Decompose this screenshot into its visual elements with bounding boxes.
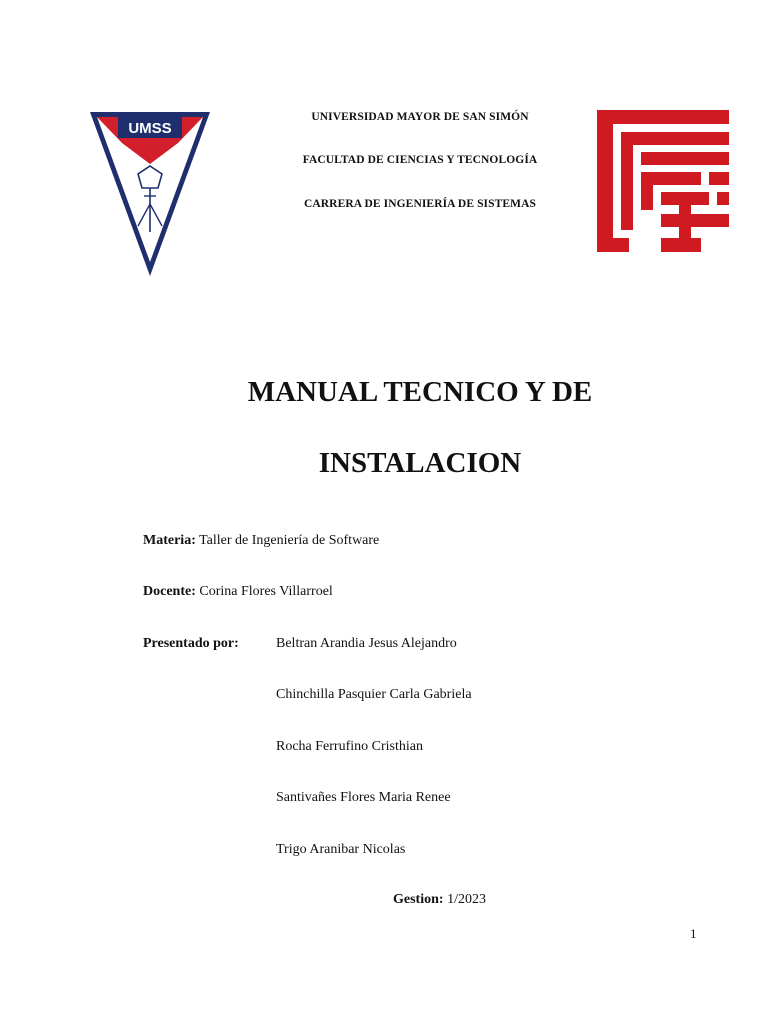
page-number: 1 bbox=[690, 926, 697, 941]
university-name: UNIVERSIDAD MAYOR DE SAN SIMÓN bbox=[311, 111, 529, 123]
fcyt-logo bbox=[597, 110, 729, 252]
umss-logo bbox=[88, 108, 212, 280]
author-2: Chinchilla Pasquier Carla Gabriela bbox=[276, 687, 472, 702]
subject-label: Materia: bbox=[143, 533, 196, 548]
presented-by-label: Presentado por: bbox=[143, 636, 239, 651]
gestion-label: Gestion: bbox=[393, 892, 444, 907]
author-3: Rocha Ferrufino Cristhian bbox=[276, 739, 423, 754]
author-4: Santivañes Flores Maria Renee bbox=[276, 790, 451, 805]
teacher-field bbox=[143, 584, 333, 600]
teacher-label: Docente: bbox=[143, 584, 196, 599]
umss-logo-text: UMSS bbox=[128, 120, 172, 137]
career-name: CARRERA DE INGENIERÍA DE SISTEMAS bbox=[303, 198, 537, 210]
author-5: Trigo Aranibar Nicolas bbox=[276, 842, 406, 857]
author-1: Beltran Arandia Jesus Alejandro bbox=[276, 636, 457, 651]
gestion-value: 1/2023 bbox=[447, 892, 486, 907]
document-title-line1: MANUAL TECNICO Y DE bbox=[247, 376, 593, 408]
faculty-name: FACULTAD DE CIENCIAS Y TECNOLOGÍA bbox=[302, 154, 538, 166]
teacher-value: Corina Flores Villarroel bbox=[199, 584, 333, 599]
subject-value: Taller de Ingeniería de Software bbox=[199, 533, 380, 548]
subject-field bbox=[143, 533, 379, 549]
gestion-field bbox=[393, 892, 486, 908]
document-title-line2: INSTALACION bbox=[318, 447, 522, 479]
